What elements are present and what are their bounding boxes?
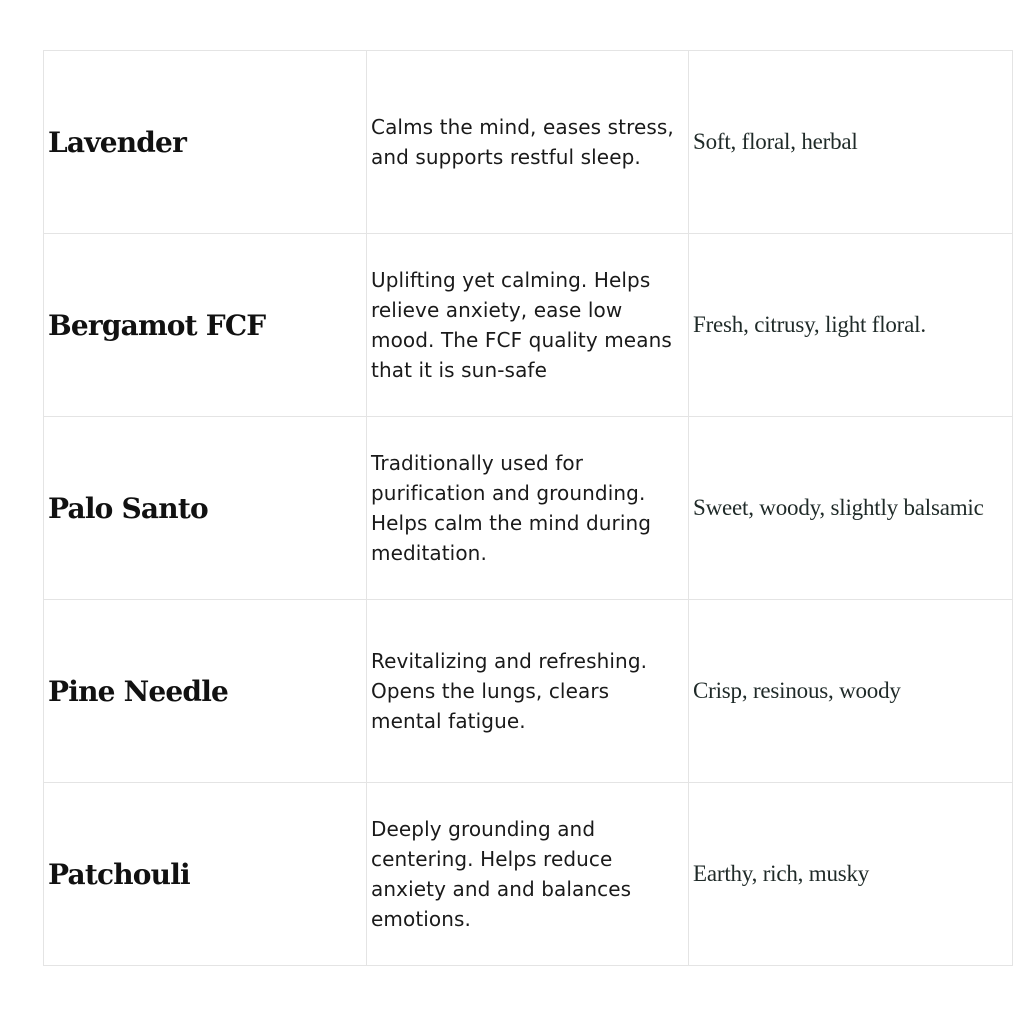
oil-name: Bergamot FCF [48, 308, 266, 342]
oil-name-cell [44, 783, 367, 966]
oil-scent: Earthy, rich, musky [693, 861, 870, 886]
table-row [44, 234, 1013, 417]
table-row [44, 417, 1013, 600]
oil-scent-cell [689, 600, 1013, 783]
oil-scent: Crisp, resinous, woody [693, 678, 901, 703]
oil-scent-cell [689, 51, 1013, 234]
oil-benefit: Revitalizing and refreshing. Opens the lungs, clears mental fatigue. [371, 649, 648, 733]
oil-name-cell [44, 51, 367, 234]
oil-scent-cell [689, 783, 1013, 966]
oil-name: Patchouli [48, 857, 190, 891]
oil-scent-cell [689, 234, 1013, 417]
essential-oils-table [43, 50, 1013, 966]
oil-scent-cell [689, 417, 1013, 600]
oil-name: Pine Needle [48, 674, 229, 708]
oil-benefit: Deeply grounding and centering. Helps reduce anxiety and and balances emotions. [371, 817, 632, 931]
oil-scent: Soft, floral, herbal [693, 129, 858, 154]
oil-benefit-cell [367, 783, 689, 966]
oil-benefit-cell [367, 51, 689, 234]
oil-scent: Sweet, woody, slightly balsamic [693, 495, 984, 520]
oil-name: Lavender [48, 125, 187, 159]
table-row [44, 600, 1013, 783]
oil-benefit: Uplifting yet calming. Helps relieve anxiety, ease low mood. The FCF quality means that it is sun-safe [371, 268, 672, 382]
table-row [44, 51, 1013, 234]
oil-benefit: Traditionally used for purification and grounding. Helps calm the mind during meditation. [371, 451, 652, 565]
table-row [44, 783, 1013, 966]
oil-name-cell [44, 600, 367, 783]
oil-name-cell [44, 234, 367, 417]
oil-scent: Fresh, citrusy, light floral. [693, 312, 926, 337]
oil-benefit-cell [367, 234, 689, 417]
oil-name-cell [44, 417, 367, 600]
oil-benefit-cell [367, 417, 689, 600]
oil-benefit: Calms the mind, eases stress, and supports restful sleep. [371, 115, 674, 169]
oil-benefit-cell [367, 600, 689, 783]
oil-name: Palo Santo [48, 491, 208, 525]
